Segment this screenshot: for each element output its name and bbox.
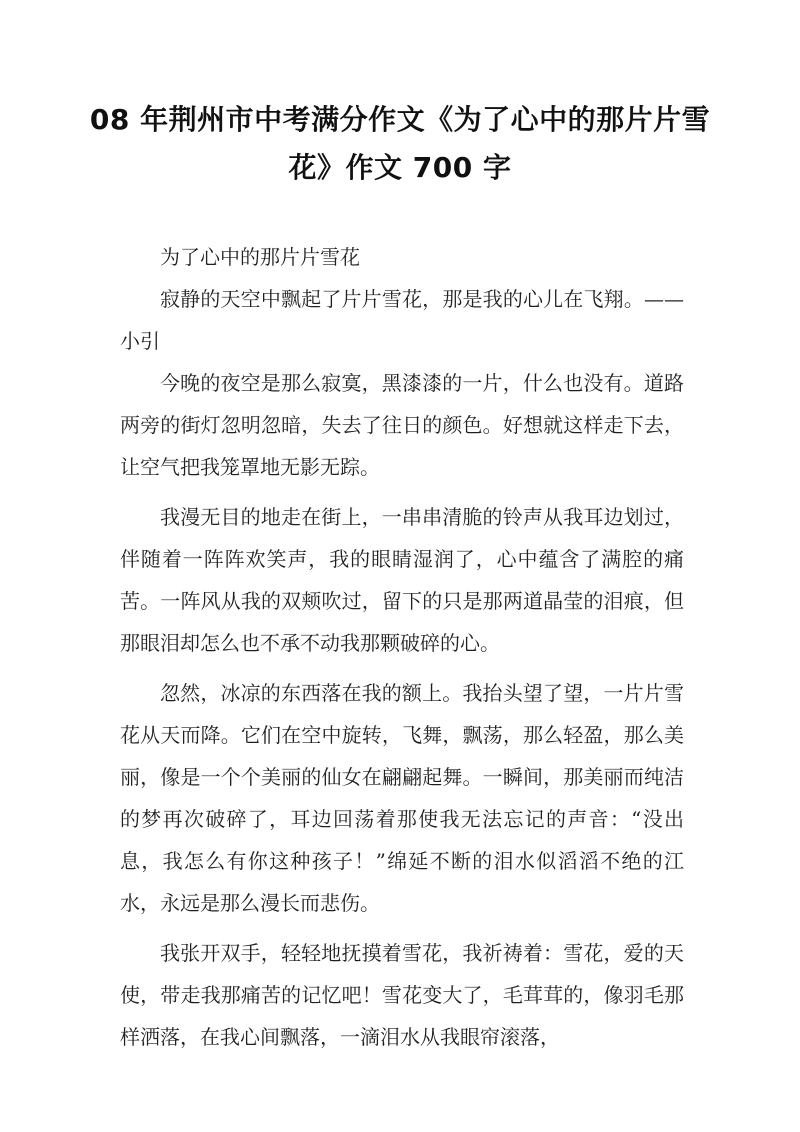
- paragraph-3: 我漫无目的地走在街上，一串串清脆的铃声从我耳边划过，伴随着一阵阵欢笑声，我的眼睛湿润了，心中蕴含了满腔的痛苦。一阵风从我的双颊吹过，留下的只是那两道晶莹的泪痕，但那眼泪却怎么也不承不动我那颗破碎的心。: [120, 505, 684, 655]
- paragraph-4: 忽然，冰凉的东西落在我的额上。我抬头望了望，一片片雪花从天而降。它们在空中旋转，飞舞，飘荡，那么轻盈，那么美丽，像是一个个美丽的仙女在翩翩起舞。一瞬间，那美丽而纯洁的梦再次破碎了，耳边回荡着那使我无法忘记的声音：“没出息，我怎么有你这种孩子！”绵延不断的泪水似滔滔不绝的江水，永远是那么漫长而悲伤。: [120, 681, 684, 915]
- essay-body: [120, 236, 684, 1058]
- paragraph-2: 今晚的夜空是那么寂寞，黑漆漆的一片，什么也没有。道路两旁的街灯忽明忽暗，失去了往日的颜色。好想就这样走下去，让空气把我笼罩地无影无踪。: [120, 371, 684, 479]
- paragraph-5: 我张开双手，轻轻地抚摸着雪花，我祈祷着：雪花，爱的天使，带走我那痛苦的记忆吧！雪花变大了，毛茸茸的，像羽毛那样洒落，在我心间飘落，一滴泪水从我眼帘滚落，: [120, 941, 684, 1049]
- essay-title: 为了心中的那片片雪花: [160, 245, 360, 269]
- paragraph-1: 寂静的天空中飘起了片片雪花，那是我的心儿在飞翔。——小引: [120, 287, 684, 353]
- document-title: 08 年荆州市中考满分作文《为了心中的那片片雪花》作文 700 字: [89, 103, 711, 184]
